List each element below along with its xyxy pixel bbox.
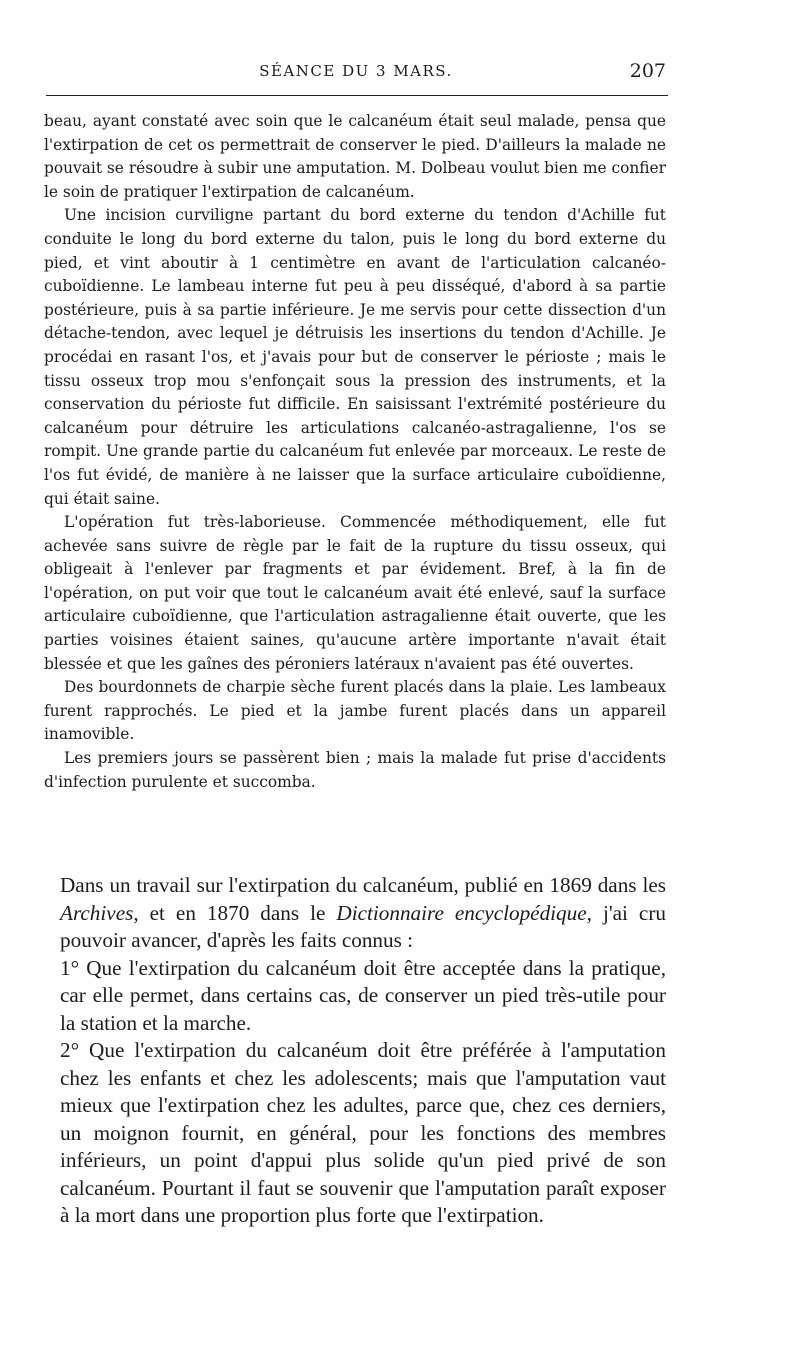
dictionnaire-title: Dictionnaire encyclopédique [336,900,587,925]
case-paragraph-4: Des bourdonnets de charpie sèche furent placés dans la plaie. Les lambeaux furent rapprochés. Le pied et la jambe furent placés dans un appareil inamovible. [44,678,666,744]
intro-text-b: , et en 1870 dans le [133,900,337,925]
case-paragraph-2: Une incision curviligne partant du bord externe du tendon d'Achille fut conduite le long du bord externe du talon, puis le long du bord externe du pied, et vint aboutir à 1 centimètre en avant de l'articulation calcanéo-cuboïdienne. Le lambeau interne fut peu à peu disséqué, d'abord à sa partie postérieure, puis à sa partie inférieure. Je me servis pour cette dissection d'un détache-tendon, avec lequel je détruisis les insertions du tendon d'Achille. Je procédai en rasant l'os, et j'avais pour but de conserver le périoste ; mais le tissu osseux trop mou s'enfonçait sous la pression des instruments, et la conservation du périoste fut difficile. En saisissant l'extrémité postérieure du calcanéum pour détruire les articulations calcanéo-astragalienne, l'os se rompit. Une grande partie du calcanéum fut enlevée par morceaux. Le reste de l'os fut évidé, de manière à ne laisser que la surface articulaire cuboïdienne, qui était saine. [44,206,666,508]
case-paragraph-1: beau, ayant constaté avec soin que le calcanéum était seul malade, pensa que l'extirpation de cet os permettrait de conserver le pied. D'ailleurs la malade ne pouvait se résoudre à subir une amputation. M. Dolbeau voulut bien me confier le soin de pratiquer l'extirpation de calcanéum. [44,112,666,201]
running-title: SÉANCE DU 3 MARS. [259,62,453,80]
intro-text-a: Dans un travail sur l'extirpation du calcanéum, publié en 1869 dans les [60,873,666,897]
discussion-intro [60,872,666,955]
archives-title: Archives [60,900,134,925]
intro-text-c: , j'ai cru pouvoir avancer, d'après les faits connus : [60,900,666,952]
page-number: 207 [629,60,666,82]
case-report-text [44,110,666,794]
case-paragraph-3: L'opération fut très-laborieuse. Commencée méthodiquement, elle fut achevée sans suivre de règle par le fait de la rupture du tissu osseux, qui obligeait à l'enlever par fragments et par évidement. Bref, à la fin de l'opération, on put voir que tout le calcanéum avait été enlevé, sauf la surface articulaire cuboïdienne, que l'articulation astragalienne était ouverte, que les parties voisines étaient saines, qu'aucune artère importante n'avait était blessée et que les gaînes des péroniers latéraux n'avaient pas été ouvertes. [44,513,666,673]
conclusion-item-1: 1° Que l'extirpation du calcanéum doit être acceptée dans la pratique, car elle permet, dans certains cas, de conserver un pied très-utile pour la station et la marche. [60,955,666,1035]
discussion-text [60,872,666,1230]
running-head [46,60,666,86]
case-paragraph-5: Les premiers jours se passèrent bien ; mais la malade fut prise d'accidents d'infection purulente et succomba. [44,749,666,791]
conclusion-item-2: 2° Que l'extirpation du calcanéum doit être préférée à l'amputation chez les enfants et chez les adolescents; mais que l'amputation vaut mieux que l'extirpation chez les adultes, parce que, chez ces derniers, un moignon fournit, en général, pour les fonctions des membres inférieurs, un point d'appui plus solide qu'un pied privé de son calcanéum. Pourtant il faut se souvenir que l'amputation paraît exposer à la mort dans une proportion plus forte que l'extirpation. [60,1038,666,1227]
header-rule [46,95,668,96]
